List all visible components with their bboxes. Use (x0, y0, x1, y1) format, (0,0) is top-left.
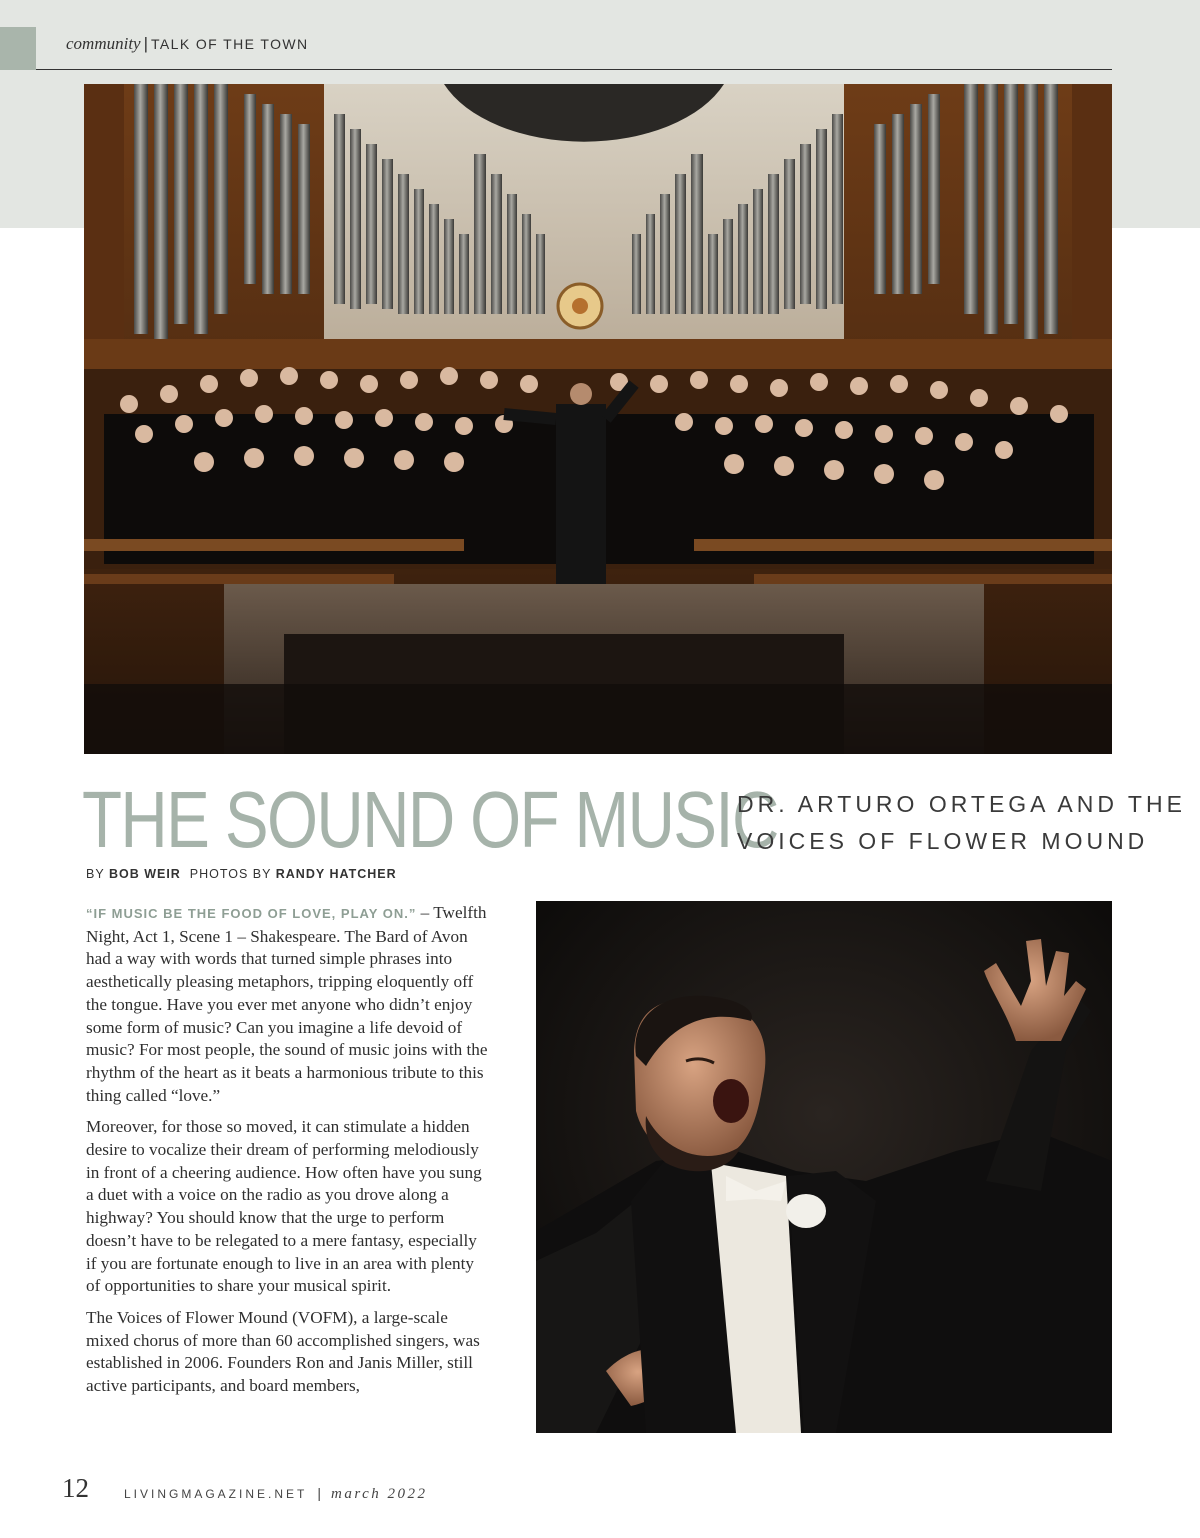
page-number: 12 (62, 1473, 89, 1503)
by-prefix: BY (86, 867, 105, 881)
header-rule (36, 69, 1112, 70)
subtitle-line-2: VOICES OF FLOWER MOUND (737, 828, 1149, 854)
section-name: TALK OF THE TOWN (151, 36, 309, 52)
section-divider: | (143, 34, 149, 53)
section-tab-marker (0, 27, 36, 70)
footer-site: LIVINGMAGAZINE.NET (124, 1487, 308, 1501)
photos-prefix: PHOTOS BY (189, 867, 272, 881)
section-header (66, 34, 309, 54)
article-body (86, 902, 490, 1407)
article-subtitle (737, 786, 1186, 860)
page-footer (124, 1485, 428, 1503)
article-title: THE SOUND OF MUSIC (82, 775, 778, 864)
footer-issue-date: march 2022 (331, 1486, 428, 1502)
paragraph-1-text: – Twelfth Night, Act 1, Scene 1 – Shakespeare. The Bard of Avon had a way with words that turned simple phrases into aesthetically pleasing metaphors, tripping eloquently off the tongue. Have you ever met anyone who didn’t enjoy some form of music? Can you imagine a life devoid of music? For most people, the sound of music joins with the rhythm of the heart as it beats a harmonious tribute to this thing called “love.” (86, 903, 488, 1105)
subtitle-line-1: DR. ARTURO ORTEGA AND THE (737, 791, 1186, 817)
photographer-name: RANDY HATCHER (275, 867, 397, 881)
byline (86, 867, 397, 881)
choir-photo (84, 84, 1112, 754)
author-name: BOB WEIR (108, 867, 181, 881)
conductor-photo (536, 901, 1112, 1433)
paragraph-3: The Voices of Flower Mound (VOFM), a large-scale mixed chorus of more than 60 accomplished singers, was established in 2006. Founders Ron and Janis Miller, still active participants, and board members, (86, 1307, 480, 1396)
lead-quote: “IF MUSIC BE THE FOOD OF LOVE, PLAY ON.” (86, 906, 417, 921)
conductor-photo-illustration (536, 901, 1112, 1433)
paragraph-2: Moreover, for those so moved, it can stimulate a hidden desire to vocalize their dream of performing melodiously in front of a cheering audience. How often have you sung a duet with a voice on the radio as you drove along a highway? You should know that the urge to perform doesn’t have to be relegated to a mere fantasy, especially if you are fortunate enough to live in an area with plenty of opportunities to share your musical spirit. (86, 1117, 482, 1296)
section-category: community (66, 34, 141, 53)
footer-separator: | (317, 1485, 321, 1501)
paragraph-1 (86, 902, 490, 1107)
choir-photo-illustration (84, 84, 1112, 754)
